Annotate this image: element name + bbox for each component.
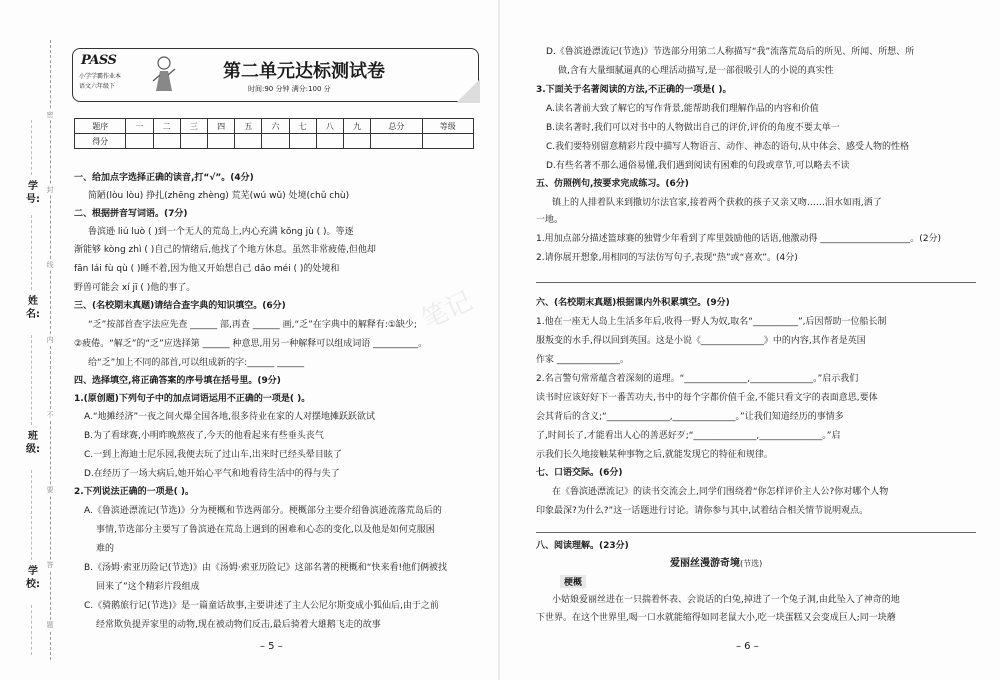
option-1d[interactable]: D.在经历了一场大病后,她开始心平气和地看待生活中的得与失了 — [84, 469, 340, 479]
page-number: – 6 – — [736, 641, 759, 652]
section-5-q1[interactable]: 1.用加点部分描述篮球赛的独臂少年看到了库里鼓励他的话语,他激动得 ____________________。(2分) — [536, 234, 942, 244]
section-3-line[interactable]: “乏”按部首查字法应先查 ______ 部,再查 ______ 画,“乏”在字典中的解释有:①缺少; — [88, 320, 417, 330]
section-2-line[interactable]: fān lái fù qù ( )睡不着,因为他又开始想自己 dǎo méi ( )的处境和 — [74, 264, 340, 274]
section-1-title: 一、给加点字选择正确的读音,打“√”。(4分) — [74, 173, 254, 183]
option-3b[interactable]: B.读名著时,我们可以对书中的人物做出自己的评价,评价的角度不要太单一 — [546, 123, 840, 133]
option-1c[interactable]: C.一到上海迪士尼乐园,我便去玩了过山车,出来时已经头晕目眩了 — [84, 450, 342, 460]
story-text: 下世界。在这个世界里,喝一口水就能缩得如同老鼠大小,吃一块蛋糕又会变成巨人;同一块蘑 — [536, 613, 896, 623]
section-3-line[interactable]: ②疲倦。“解乏”的“乏”应选择第 ______ 种意思,用另一种解释可以组成词语 __________。 — [74, 339, 428, 349]
section-1-items[interactable]: 简陋(lòu lòu) 挣扎(zhēng zhèng) 荒芜(wú wǔ) 处境(chǔ chù) — [88, 191, 350, 201]
section-6-q2[interactable]: 2.名言警句常常蕴含着深刻的道理。“______________,______________。”启示我们 — [536, 374, 859, 384]
section-6-q1[interactable]: 1.他在一座无人岛上生活多年后,收得一野人为奴,取名“__________”,后因帮助一位船长制 — [536, 317, 887, 327]
section-2-title: 二、根据拼音写词语。(7分) — [74, 209, 188, 219]
student-id-label: 学号: — [26, 181, 40, 205]
section-2-line[interactable]: 鲁滨逊 liú luò ( )到一个无人的荒岛上,内心充满 kǒng jù ( )。等逐 — [88, 227, 354, 237]
option-1b[interactable]: B.为了看球赛,小明昨晚熬夜了,今天的他看起来有些垂头丧气 — [84, 431, 324, 441]
question-1: 1.(原创题)下列句子中的加点词语运用不正确的一项是( )。 — [74, 394, 311, 404]
page-number: – 5 – — [260, 641, 283, 652]
option-2b[interactable]: B.《汤姆·索亚历险记(节选)》由《汤姆·索亚历险记》这部名著的梗概和“快来看!他们俩被找 — [84, 563, 448, 573]
score-cell[interactable] — [422, 134, 473, 149]
logo-subtitle: 小学学霸作业本 — [79, 73, 122, 80]
question-2: 2.下列说法正确的一项是( )。 — [74, 487, 195, 497]
story-text: 小姑娘爱丽丝进在一只揣着怀表、会说话的白兔,掉进了一个兔子洞,由此坠入了神奇的地 — [552, 595, 900, 605]
score-cell[interactable] — [235, 134, 262, 149]
score-table-score-row: 得分 — [75, 134, 474, 149]
score-table-header-row: 题序 一 二 三 四 五 六 七 八 九 总分 等级 — [75, 119, 474, 134]
section-3-title: 三、(名校期末真题)请结合查字典的知识填空。(6分) — [74, 301, 286, 311]
story-title: 爱丽丝漫游奇境(节选) — [670, 558, 763, 569]
section-7-prompt: 在《鲁滨逊漂流记》的读书交流会上,同学们围绕着“你怎样评价主人公?你对哪个人物 — [552, 487, 889, 497]
exam-title: 第二单元达标测试卷 — [223, 61, 385, 82]
score-cell[interactable] — [126, 134, 153, 149]
pass-logo: PASS — [81, 53, 117, 68]
exam-header — [72, 48, 479, 102]
watermark: 笔记 — [417, 286, 477, 336]
section-7-title: 七、口语交际。(6分) — [536, 468, 623, 478]
exam-meta: 时间:90 分钟 满分:100 分 — [248, 85, 331, 93]
right-page: D.《鲁滨逊漂流记(节选)》节选部分用第二人称描写“我”流落荒岛后的所见、所闻、所想、所 做,含有大量细腻逼真的心理活动描写,是一部很吸引人的小说的真实性 3.下面关于名著阅读的方法,不正确的一项是( )。 A.读名著前大致了解它的写作背景,能帮助我们理解作品的内容和价值 B.读名著时,我们可以对书中的人物做出自己的评价,评价的角度不要太单一 C.我们要特别留意精彩片段中描写人物语言、动作、神态的语句,从中体会、感受人物的性格 D.有些名著不那么通俗易懂,我们遇到阅读有困难的句段或章节,可以略去不读 五、仿照例句,按要求完成练习。(6分) 镇上的人排着队来到撒切尔法官家,接着两个获救的孩子又亲又吻……泪水如雨,洒了 一地。 1.用加点部分描述篮球赛的独臂少年看到了库里鼓励他的话语,他激动得 ____________________。(2分) 2.请你展开想象,用相同的写法仿写句子,表现“热”或“喜欢”。(4分) 六、(名校期末真题)根据课内外积累填空。(9分) 1.他在一座无人岛上生活多年后,收得一野人为奴,取名“__________”,后因帮助一位船长制 服叛变的水手,得以回到英国。这是小说《______________》中的内容,其作者是英国 作家 ______________。 2.名言警句常常蕴含着深刻的道理。“______________,______________。”启示我们 读书时应该好好下一番苦功夫,书中的每个字都价值千金,不能只看文字的表面意思,要体 会其背后的含义;“______________,______________。”让我们知道经历的事情多 了,时间长了,才能看出人心的善恶好歹;“______________,______________。”启 示我们长久地接触某种事物之后,就能发现它的特征和规律。 七、口语交际。(6分) 在《鲁滨逊漂流记》的读书交流会上,同学们围绕着“你怎样评价主人公?你对哪个人物 印象最深?为什么?”这一话题进行讨论。请你参与其中,试着结合相关情节说明观点。 八、阅读理解。(23分) 爱丽丝漫游奇境(节选) 梗概 小姑娘爱丽丝进在一只揣着怀表、会说话的白兔,掉进了一个兔子洞,由此坠入了神奇的地 下世界。在这个世界里,喝一口水就能缩得如同老鼠大小,吃一块蛋糕又会变成巨人;同一块蘑 – 6 – — [500, 0, 1000, 680]
class-label: 班级: — [26, 431, 40, 455]
school-label: 学校: — [26, 566, 40, 590]
score-cell[interactable] — [371, 134, 422, 149]
score-table — [74, 118, 474, 149]
section-3-line[interactable]: 给“乏”加上不同的部首,可以组成新的字:______ ______ — [88, 358, 305, 368]
score-cell[interactable] — [207, 134, 234, 149]
score-cell[interactable] — [153, 134, 180, 149]
name-label: 姓名: — [26, 296, 40, 320]
summary-tag: 梗概 — [560, 575, 586, 588]
mascot-icon — [151, 55, 177, 93]
option-1a[interactable]: A.“地摊经济”一夜之间火爆全国各地,很多待业在家的人对摆地摊跃跃欲试 — [84, 412, 376, 422]
score-cell[interactable] — [289, 134, 316, 149]
section-5-q2: 2.请你展开想象,用相同的写法仿写句子,表现“热”或“喜欢”。(4分) — [536, 253, 798, 263]
section-4-title: 四、选择填空,将正确答案的序号填在括号里。(9分) — [74, 376, 281, 386]
logo-grade: 语文六年级下 — [79, 83, 116, 90]
score-cell[interactable] — [180, 134, 207, 149]
section-2-line[interactable]: 野兽可能会 xí jī ( )他的事了。 — [74, 283, 196, 293]
option-2c[interactable]: C.《骑鹅旅行记(节选)》是一篇童话故事,主要讲述了主人公尼尔斯变成小狐仙后,由于之前 — [84, 601, 439, 611]
left-page: 学号: 姓名: 班级: 学校: 密 封 线 内 不 要 答 题 PASS 小学学霸作业本 语文六年级下 第二单元达标测试卷 时间:90 分钟 满分:100 分 题序 一 二 三 四 五 六 七 八 九 总分 等级 得分 一、给加点字选择正确的读音,打“√”。(4分) 简陋(lòu lòu) 挣扎(zhēng zhèng) 荒芜(wú wǔ) 处境(chǔ chù) 二、根据拼音写词语。(7分) 鲁滨逊 liú luò ( )到一个无人的荒岛上,内心充满 kǒng jù ( )。等逐 渐能够 kòng zhì ( )自己的情绪后,他找了个地方休息。虽然非常疲倦,但他却 fān lái fù qù ( )睡不着,因为他又开始想自己 dǎo méi ( )的处境和 野兽可能会 xí jī ( )他的事了。 三、(名校期末真题)请结合查字典的知识填空。(6分) “乏”按部首查字法应先查 ______ 部,再查 ______ 画,“乏”在字典中的解释有:①缺少; ②疲倦。“解乏”的“乏”应选择第 ______ 种意思,用另一种解释可以组成词语 __________。 给“乏”加上不同的部首,可以组成新的字:______ ______ 四、选择填空,将正确答案的序号填在括号里。(9分) 1.(原创题)下列句子中的加点词语运用不正确的一项是( )。 A.“地摊经济”一夜之间火爆全国各地,很多待业在家的人对摆地摊跃跃欲试 B.为了看球赛,小明昨晚熬夜了,今天的他看起来有些垂头丧气 C.一到上海迪士尼乐园,我便去玩了过山车,出来时已经头晕目眩了 D.在经历了一场大病后,她开始心平气和地看待生活中的得与失了 2.下列说法正确的一项是( )。 A.《鲁滨逊漂流记(节选)》分为梗概和节选两部分。梗概部分主要介绍鲁滨逊流落荒岛后的 事情,节选部分主要写了鲁滨逊在荒岛上遇到的困难和心态的变化,以及他是如何克服困 难的 B.《汤姆·索亚历险记(节选)》由《汤姆·索亚历险记》这部名著的梗概和“快来看!他们俩被找 回来了”这个精彩片段组成 C.《骑鹅旅行记(节选)》是一篇童话故事,主要讲述了主人公尼尔斯变成小狐仙后,由于之前 经常欺负提弄家里的动物,现在被动物们反击,最后骑着大雄鹅飞走的故事 – 5 – — [0, 0, 500, 680]
section-8-title: 八、阅读理解。(23分) — [536, 541, 629, 551]
binding-margin: 学号: 姓名: 班级: 学校: 密 封 线 内 不 要 答 题 — [0, 0, 60, 680]
section-5-title: 五、仿照例句,按要求完成练习。(6分) — [536, 179, 689, 189]
option-3a[interactable]: A.读名著前大致了解它的写作背景,能帮助我们理解作品的内容和价值 — [546, 104, 819, 114]
option-3c[interactable]: C.我们要特别留意精彩片段中描写人物语言、动作、神态的语句,从中体会、感受人物的性格 — [546, 142, 910, 152]
score-cell[interactable] — [262, 134, 289, 149]
example-sentence: 镇上的人排着队来到撒切尔法官家,接着两个获救的孩子又亲又吻……泪水如雨,洒了 — [552, 198, 882, 208]
score-cell[interactable] — [344, 134, 371, 149]
section-2-line[interactable]: 渐能够 kòng zhì ( )自己的情绪后,他找了个地方休息。虽然非常疲倦,但他却 — [74, 245, 376, 255]
score-cell[interactable] — [316, 134, 343, 149]
option-3d[interactable]: D.有些名著不那么通俗易懂,我们遇到阅读有困难的句段或章节,可以略去不读 — [546, 161, 850, 171]
question-3: 3.下面关于名著阅读的方法,不正确的一项是( )。 — [536, 85, 732, 95]
option-2d[interactable]: D.《鲁滨逊漂流记(节选)》节选部分用第二人称描写“我”流落荒岛后的所见、所闻、所想、所 — [546, 47, 915, 57]
section-6-title: 六、(名校期末真题)根据课内外积累填空。(9分) — [536, 298, 730, 308]
option-2a[interactable]: A.《鲁滨逊漂流记(节选)》分为梗概和节选两部分。梗概部分主要介绍鲁滨逊流落荒岛后的 — [84, 506, 442, 516]
answer-line[interactable] — [536, 282, 976, 283]
answer-line[interactable] — [536, 532, 976, 533]
